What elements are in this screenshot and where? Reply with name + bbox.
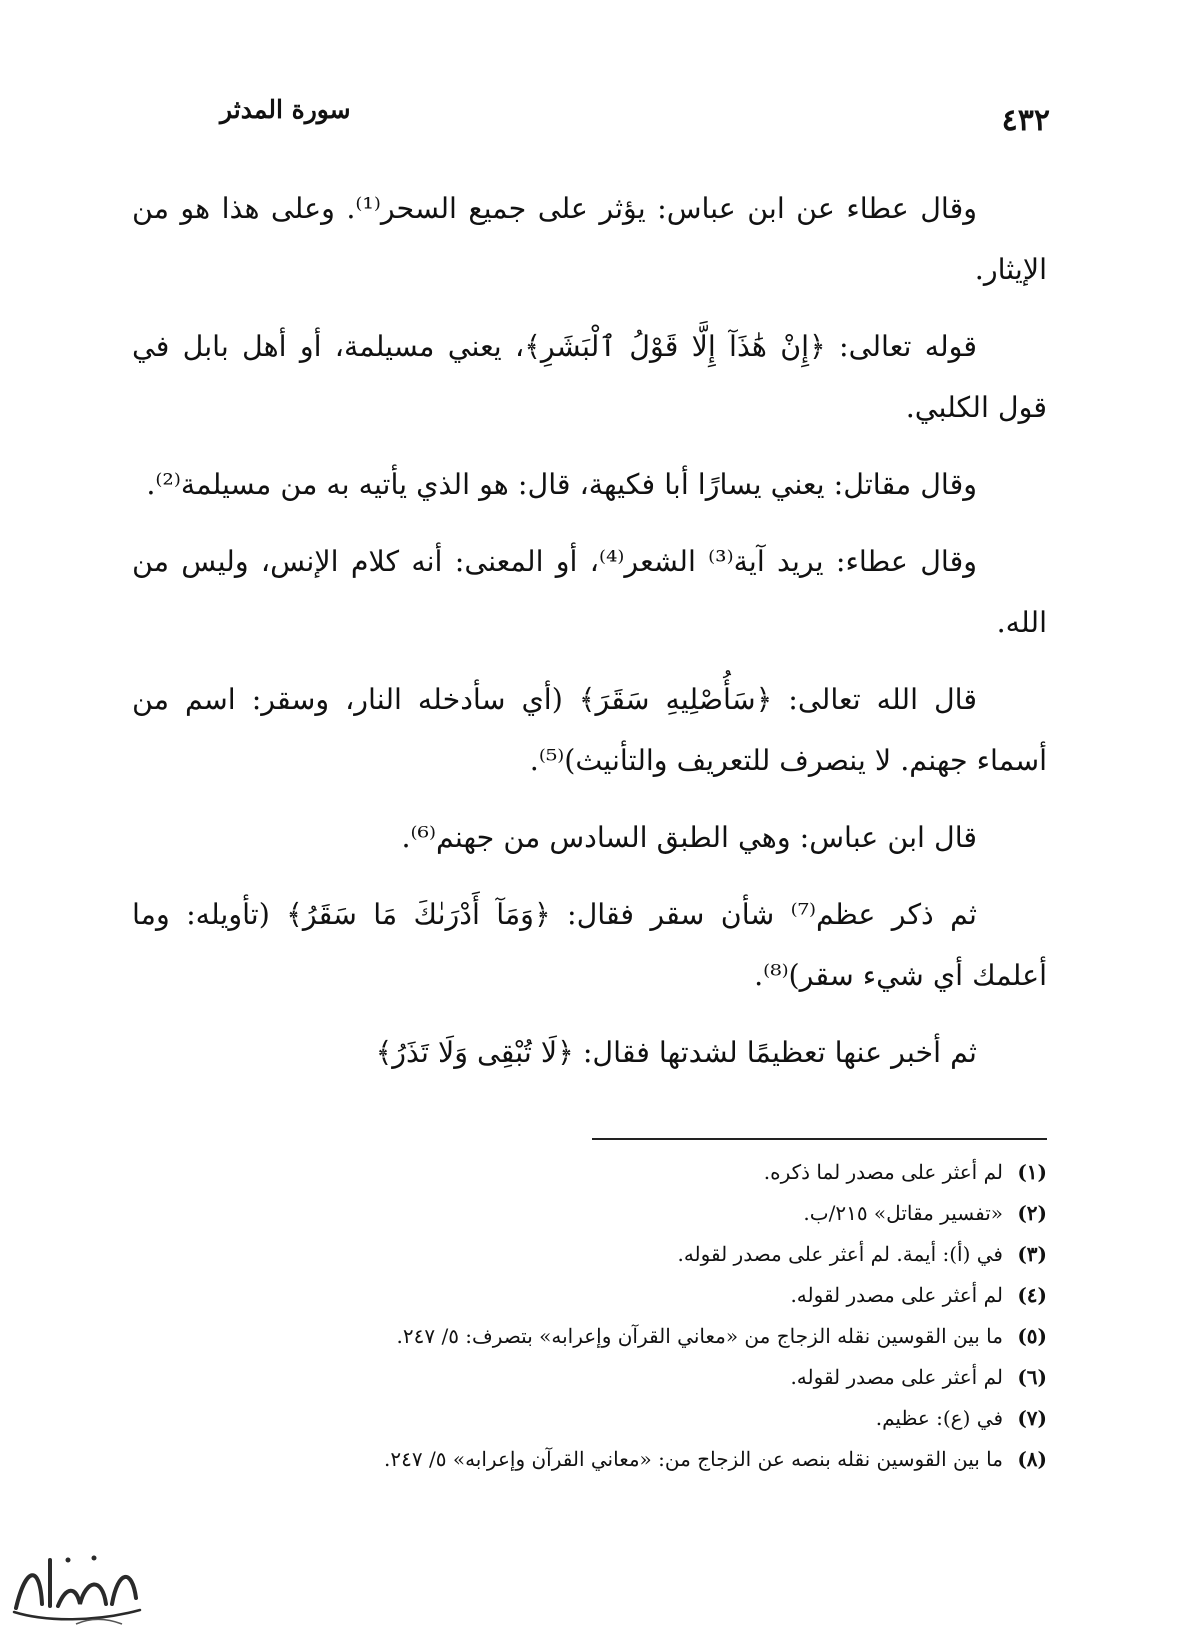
footnote-text: في (ع): عظيم.	[875, 1406, 1003, 1430]
footnote-number: (٦)	[1017, 1365, 1047, 1389]
footnote-text: لم أعثر على مصدر لما ذكره.	[763, 1160, 1003, 1184]
paragraph: وقال عطاء: يريد آية⁽³⁾ الشعر⁽⁴⁾، أو المعنى: أنه كلام الإنس، وليس من الله.	[132, 545, 1047, 639]
footnote	[132, 1357, 1047, 1398]
footnote-text: ما بين القوسين نقله الزجاج من «معاني القرآن وإعرابه» بتصرف: ٥/ ٢٤٧.	[396, 1324, 1003, 1348]
footnote-number: (٣)	[1017, 1242, 1047, 1266]
footnote-text: ما بين القوسين نقله بنصه عن الزجاج من: «معاني القرآن وإعرابه» ٥/ ٢٤٧.	[384, 1447, 1003, 1471]
footnote-text: «تفسير مقاتل» ٢١٥/ب.	[803, 1201, 1003, 1225]
footnote	[132, 1439, 1047, 1480]
footnote	[132, 1193, 1047, 1234]
footnotes	[132, 1152, 1047, 1480]
footnote-text: لم أعثر على مصدر لقوله.	[790, 1365, 1003, 1389]
footnote	[132, 1398, 1047, 1439]
footnote-text: لم أعثر على مصدر لقوله.	[790, 1283, 1003, 1307]
paragraph: قال الله تعالى: ﴿سَأُصْلِيهِ سَقَرَ﴾ (أي سأدخله النار، وسقر: اسم من أسماء جهنم. لا ينصرف للتعريف والتأنيث)⁽⁵⁾.	[132, 683, 1047, 777]
footnote-text: في (أ): أيمة. لم أعثر على مصدر لقوله.	[677, 1242, 1003, 1266]
footnote	[132, 1275, 1047, 1316]
footnote	[132, 1234, 1047, 1275]
main-text	[132, 178, 1047, 1083]
calligraphy-stamp	[6, 1546, 146, 1632]
footnote-number: (٥)	[1017, 1324, 1047, 1348]
footnote-number: (٧)	[1017, 1406, 1047, 1430]
footnote-separator	[592, 1138, 1047, 1140]
footnote-number: (٢)	[1017, 1201, 1047, 1225]
footnote	[132, 1316, 1047, 1357]
paragraph: وقال مقاتل: يعني يسارًا أبا فكيهة، قال: هو الذي يأتيه به من مسيلمة⁽²⁾.	[146, 468, 977, 501]
paragraph: وقال عطاء عن ابن عباس: يؤثر على جميع السحر⁽¹⁾. وعلى هذا هو من الإيثار.	[132, 192, 1047, 286]
footnote-number: (٨)	[1017, 1447, 1047, 1471]
paragraph: ثم أخبر عنها تعظيمًا لشدتها فقال: ﴿لَا تُبْقِى وَلَا تَذَرُ﴾	[375, 1036, 977, 1069]
paragraph: قوله تعالى: ﴿إِنْ هَٰذَآ إِلَّا قَوْلُ ٱلْبَشَرِ﴾، يعني مسيلمة، أو أهل بابل في قول الكلبي.	[132, 330, 1047, 424]
footnote	[132, 1152, 1047, 1193]
surah-title: سورة المدثر	[220, 95, 351, 124]
footnote-number: (٤)	[1017, 1283, 1047, 1307]
paragraph: قال ابن عباس: وهي الطبق السادس من جهنم⁽⁶⁾.	[401, 821, 977, 854]
footnote-number: (١)	[1017, 1160, 1047, 1184]
page-number: ٤٣٢	[1001, 103, 1050, 138]
paragraph: ثم ذكر عظم⁽⁷⁾ شأن سقر فقال: ﴿وَمَآ أَدْرَىٰكَ مَا سَقَرُ﴾ (تأويله: وما أعلمك أي شيء سقر)⁽⁸⁾.	[132, 898, 1047, 992]
running-header	[180, 95, 1050, 145]
